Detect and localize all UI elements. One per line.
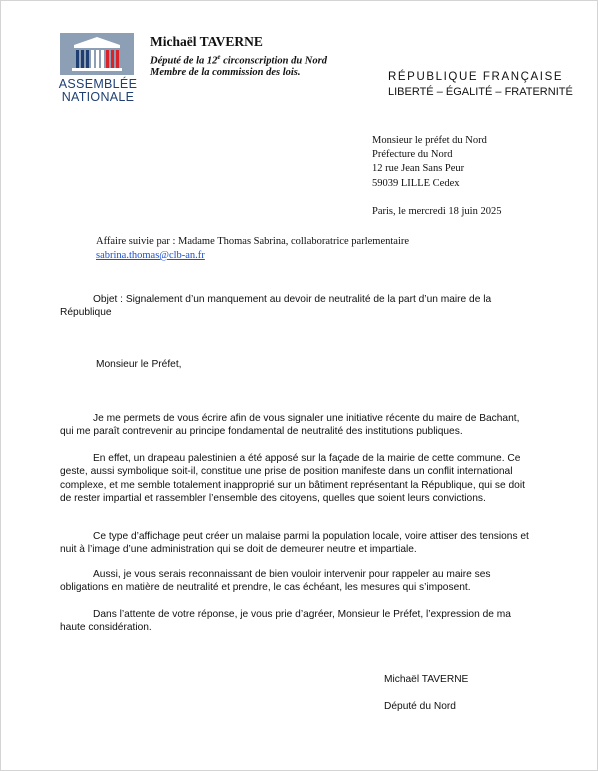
letter-date: Paris, le mercredi 18 juin 2025	[372, 206, 502, 217]
body-paragraph-2	[60, 452, 530, 505]
body-paragraph-2-text: En effet, un drapeau palestinien a été apposé sur la façade de la mairie de cette commune. Ce geste, aussi symbolique soit-il, constitue une prise de position manifeste dans un conflit international complexe, et me semble totalement inapproprié sur un bâtiment représentant la République, qui se doit de rester impartial et rassembler l’ensemble des citoyens, quelles que soient leurs convictions.	[60, 453, 525, 504]
republic-title: RÉPUBLIQUE FRANÇAISE	[388, 71, 564, 83]
signature-title: Député du Nord	[384, 701, 456, 712]
logo-text-line2: NATIONALE	[61, 90, 135, 104]
body-paragraph-1-text: Je me permets de vous écrire afin de vous signaler une initiative récente du maire de Bachant, qui me paraît contrevenir au principe fondamental de neutralité des institutions publiques.	[60, 413, 520, 438]
republic-motto: LIBERTÉ – ÉGALITÉ – FRATERNITÉ	[388, 86, 573, 98]
body-paragraph-1	[60, 412, 530, 439]
recipient-line4: 59039 LILLE Cedex	[372, 178, 460, 189]
hemicycle-icon	[60, 33, 134, 75]
body-paragraph-3	[60, 530, 530, 557]
body-paragraph-5-text: Dans l’attente de votre réponse, je vous prie d’agréer, Monsieur le Préfet, l’expression de ma haute considération.	[60, 609, 511, 634]
followup-text: Affaire suivie par : Madame Thomas Sabrina, collaboratrice parlementaire	[96, 236, 410, 247]
recipient-line3: 12 rue Jean Sans Peur	[372, 163, 465, 174]
sender-name: Michaël TAVERNE	[150, 34, 263, 49]
body-paragraph-4	[60, 568, 530, 595]
body-paragraph-5	[60, 608, 530, 635]
subject-text: Objet : Signalement d’un manquement au devoir de neutralité de la part d’un maire de la République	[60, 294, 492, 319]
recipient-line1: Monsieur le préfet du Nord	[372, 135, 487, 146]
sender-role-sup: e	[217, 53, 221, 61]
salutation: Monsieur le Préfet,	[96, 359, 182, 370]
subject-paragraph	[60, 293, 530, 320]
sender-commission: Membre de la commission des lois.	[150, 67, 301, 78]
sender-role-prefix: Député de la 12	[150, 55, 218, 67]
sender-role-suffix: circonscription du Nord	[220, 55, 327, 67]
logo-text-line1: ASSEMBLÉE	[58, 77, 138, 91]
signature-name: Michaël TAVERNE	[384, 674, 469, 685]
sender-role	[150, 53, 327, 67]
body-paragraph-3-text: Ce type d’affichage peut créer un malaise parmi la population locale, voire attiser des tensions et nuit à l’image d’une administration qui se doit de demeurer neutre et impartiale.	[60, 531, 529, 556]
body-paragraph-4-text: Aussi, je vous serais reconnaissant de bien vouloir intervenir pour rappeler au maire ses obligations en matière de neutralité et prendre, le cas échéant, les mesures qui s’imposent.	[60, 569, 491, 594]
followup-email-link[interactable]: sabrina.thomas@clb-an.fr	[96, 250, 205, 261]
assemblee-nationale-logo	[58, 33, 138, 105]
recipient-line2: Préfecture du Nord	[372, 149, 453, 160]
